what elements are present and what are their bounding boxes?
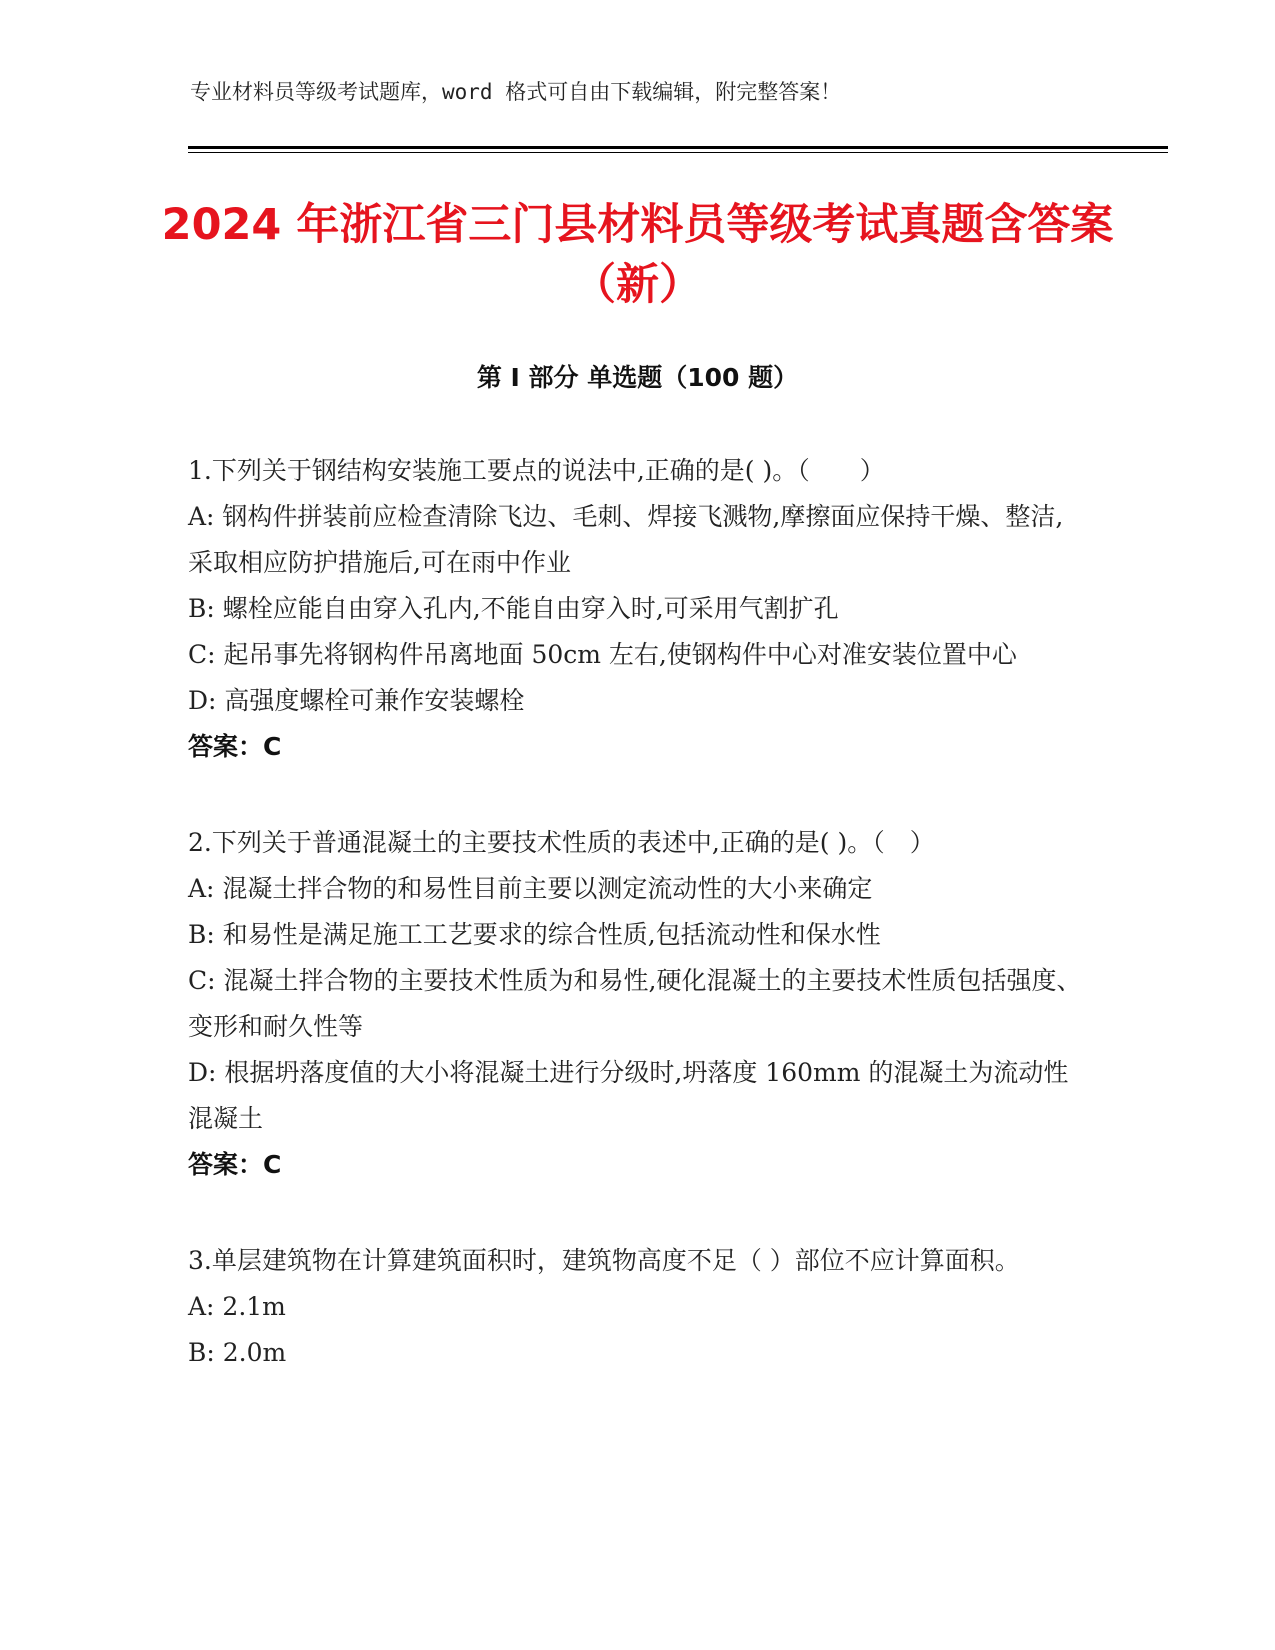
section-heading: 第 I 部分 单选题（100 题） xyxy=(476,363,799,392)
option-a: A: 混凝土拌合物的和易性目前主要以测定流动性的大小来确定 xyxy=(188,874,873,903)
option-b: B: 螺栓应能自由穿入孔内,不能自由穿入时,可采用气割扩孔 xyxy=(188,594,839,623)
question-3 xyxy=(188,1238,1088,1376)
option-b: B: 和易性是满足施工工艺要求的综合性质,包括流动性和保水性 xyxy=(188,920,881,949)
option-a: A: 钢构件拼装前应检查清除飞边、毛刺、焊接飞溅物,摩擦面应保持干燥、整洁,采取相应防护措施后,可在雨中作业 xyxy=(188,502,1064,577)
question-text: 2.下列关于普通混凝土的主要技术性质的表述中,正确的是( )。（ ） xyxy=(188,828,935,857)
question-2 xyxy=(188,820,1088,1188)
option-d: D: 高强度螺栓可兼作安装螺栓 xyxy=(188,686,525,715)
answer-label: 答案：C xyxy=(188,732,282,761)
answer-label: 答案：C xyxy=(188,1150,282,1179)
question-text: 1.下列关于钢结构安装施工要点的说法中,正确的是( )。（ ） xyxy=(188,456,885,485)
option-c: C: 混凝土拌合物的主要技术性质为和易性,硬化混凝土的主要技术性质包括强度、变形和耐久性等 xyxy=(188,966,1082,1041)
option-c: C: 起吊事先将钢构件吊离地面 50cm 左右,使钢构件中心对准安装位置中心 xyxy=(188,640,1017,669)
option-b: B: 2.0m xyxy=(188,1338,287,1367)
header-divider-thick xyxy=(188,146,1168,149)
question-text: 3.单层建筑物在计算建筑面积时，建筑物高度不足（ ）部位不应计算面积。 xyxy=(188,1246,1020,1275)
document-title: 2024 年浙江省三门县材料员等级考试真题含答案（新） xyxy=(161,200,1114,310)
header-note: 专业材料员等级考试题库，word 格式可自由下载编辑，附完整答案！ xyxy=(190,80,842,104)
option-d: D: 根据坍落度值的大小将混凝土进行分级时,坍落度 160mm 的混凝土为流动性混凝土 xyxy=(188,1058,1069,1133)
header-divider-thin xyxy=(188,152,1168,153)
question-list xyxy=(188,448,1088,1426)
question-1 xyxy=(188,448,1088,770)
option-a: A: 2.1m xyxy=(188,1292,286,1321)
